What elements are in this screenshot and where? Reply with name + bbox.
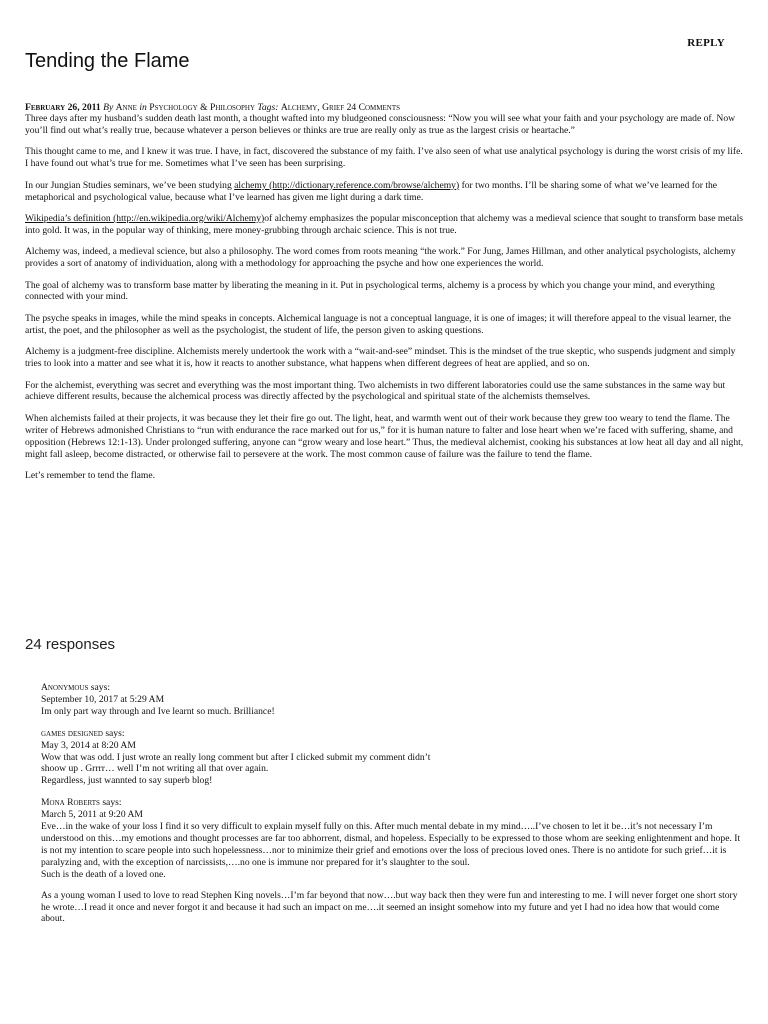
reply-link[interactable]: REPLY [687, 37, 725, 49]
paragraph: Let’s remember to tend the flame. [25, 469, 155, 481]
comment-line: shoow up . Grrrr… well I’m not writing all that over again. [41, 763, 269, 775]
comment-paragraph: Eve…in the wake of your loss I find it so very difficult to explain myself fully on this. After much mental debate in my mind…..I’ve chosen to let it be…it’s not necessary I’m understood on this…my emotions and thought processes are far too abhorrent, dismal, and hopeless. Especially to be expressed to those whom are seeking enlightenment and hope. It is not my intention to scare people into such hopelessness…nor to minimize their grief and emotions over the loss of precious loved ones. There is no antidote for such grief…it is paralyzing and, with the exception of narcissists,….no one is immune nor prepared for it’s slaughter to the soul. [41, 821, 741, 868]
paragraph: This thought came to me, and I knew it was true. I have, in fact, discovered the substance of my faith. I’ve also seen of what use analytical psychology is during the worst crisis of my life. I have found out what’s true for me. Sometimes what I’ve seen has been surprising. [25, 146, 743, 170]
alchemy-dictionary-link[interactable]: alchemy (http://dictionary.reference.com/browse/alchemy) [234, 179, 460, 191]
wikipedia-definition-link[interactable]: Wikipedia’s definition (http://en.wikipedia.org/wiki/Alchemy) [25, 212, 265, 224]
paragraph: The goal of alchemy was to transform base matter by liberating the meaning in it. Put in psychological terms, alchemy is a process by which you change your mind, and everything connected with your mind. [25, 279, 715, 303]
comment-header [41, 728, 741, 740]
paragraph: When alchemists failed at their projects, it was because they let their fire go out. The light, heat, and warmth went out of their work because they grew too weary to tend the flame. The writer of Hebrews admonished Christians to “run with endurance the race marked out for us,” for it is human nature to falter and lose heart when we’re faced with suffering, shame, and opposition (Hebrews 12:1-13). Under prolonged suffering, anyone can “grow weary and lose heart.” Thus, the medieval alchemist, cooking his substances at low heat all day and all night, might fall asleep, become distracted, or otherwise fail to persevere at the work. The most common cause of failure was the failure to tend the flame. [25, 412, 744, 460]
comment [41, 797, 741, 925]
category-link[interactable]: Psychology & Philosophy [149, 102, 256, 113]
comment-line: Regardless, just wannted to say superb blog! [41, 775, 213, 787]
comment-line: Im only part way through and Ive learnt so much. Brilliance! [41, 705, 275, 717]
comments-list [41, 682, 741, 935]
says-label: says: [102, 797, 122, 809]
paragraph: Three days after my husband’s sudden death last month, a thought wafted into my bludgeoned consciousness: “Now you will see what your faith and your psychology are made of. Now you’ll find out what’s really true, because whatever a person believes or thinks are true are really only as true as the largest crisis or heartache.” [25, 113, 736, 136]
comment-paragraph: As a young woman I used to love to read Stephen King novels…I’m far beyond that now….but way back then they were fun and interesting to me. I will never forget one short story he wrote…I read it once and never forgot it and because it had such an impact on me….it seemed an insight somehow into my future and yet I had no idea how that would come about. [41, 889, 738, 925]
tags-label: Tags: [257, 102, 279, 113]
post-body [25, 113, 747, 491]
text: of alchemy emphasizes the popular misconception that alchemy was a medieval science that sought to transform base metals into gold. It was, in the popular way of thinking, mere money-grubbing through archaic science. This is not true. [25, 212, 743, 236]
comment-date-link[interactable]: March 5, 2011 at 9:20 AM [41, 809, 143, 821]
comment-header [41, 682, 741, 694]
comment-paragraph: Such is the death of a loved one. [41, 868, 166, 880]
paragraph: The psyche speaks in images, while the mind speaks in concepts. Alchemical language is not a conceptual language, it is one of images; it will therefore appeal to the visual learner, the artist, the poet, and the philosopher as well as the psychologist, the student of life, the person given to asking questions. [25, 312, 731, 336]
comment-header [41, 797, 741, 809]
post-date: February 26, 2011 [25, 102, 101, 113]
comment-line: Wow that was odd. I just wrote an really long comment but after I clicked submit my comment didn’t [41, 751, 431, 763]
comment [41, 682, 741, 718]
says-label: says: [105, 727, 125, 739]
tags-links[interactable]: Alchemy, Grief [280, 102, 345, 113]
comment [41, 728, 741, 788]
paragraph [25, 180, 747, 204]
by-label: By [103, 102, 114, 113]
comments-count-link[interactable]: 24 Comments [346, 102, 401, 113]
comment-author-link[interactable]: Mona Roberts [41, 797, 100, 809]
post-title: Tending the Flame [25, 50, 190, 72]
post-author-link[interactable]: Anne [115, 102, 137, 113]
paragraph: Alchemy is a judgment-free discipline. Alchemists merely undertook the work with a “wait-and-see” mindset. This is the mindset of the true skeptic, who suspends judgment and simply tries to look into a matter and see what it is, how it reacts to another substance, what happens when different degrees of heat are applied, and so on. [25, 346, 736, 370]
responses-heading: 24 responses [25, 636, 116, 653]
comment-author-link[interactable]: games designed [41, 727, 103, 739]
paragraph: For the alchemist, everything was secret and everything was the most important thing. Two alchemists in two different laboratories could use the same substances in the same way but achieve different results, because the alchemical process was directly affected by the psychological and spiritual state of the alchemists themselves. [25, 379, 726, 403]
paragraph: Alchemy was, indeed, a medieval science, but also a philosophy. The word comes from roots meaning “the work.” For Jung, James Hillman, and other analytical psychologists, alchemy provides a sort of anatomy of individuation, along with a methodology for approaching the psyche and how one experiences the world. [25, 246, 736, 270]
says-label: says: [90, 682, 110, 693]
comment-date-link[interactable]: May 3, 2014 at 8:20 AM [41, 739, 136, 751]
comment-date-link[interactable]: September 10, 2017 at 5:29 AM [41, 693, 165, 705]
comment-author: Anonymous [41, 682, 89, 693]
text: In our Jungian Studies seminars, we’ve been studying [25, 179, 235, 191]
paragraph [25, 213, 747, 237]
text: for two months. I’ll be sharing some of what we’ve learned for the metaphorical and psychological value, because what I’ve learned has given me light during a dark time. [25, 179, 718, 203]
in-label: in [139, 102, 147, 113]
